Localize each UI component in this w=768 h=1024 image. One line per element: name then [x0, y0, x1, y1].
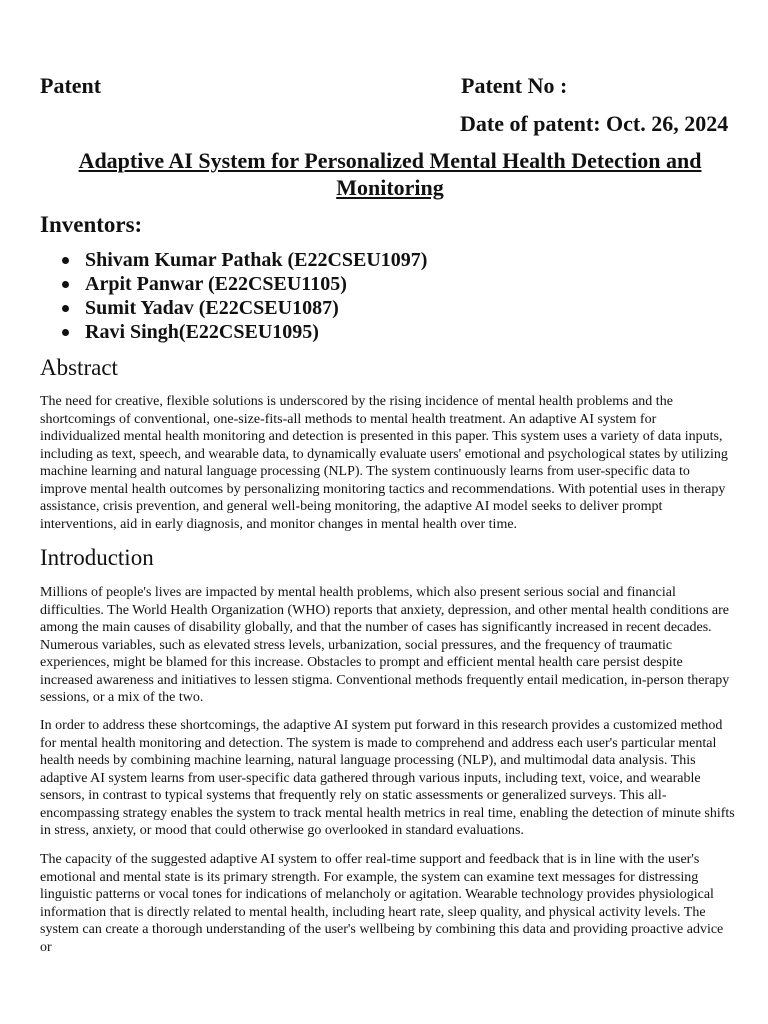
inventors-list — [40, 248, 427, 344]
introduction-paragraph-3: The capacity of the suggested adaptive AI system to offer real-time support and feedback that is in line with the user's emotional and mental state is its primary strength. For example, the system can examine text messages for distressing linguistic patterns or vocal tones for indications of melancholy or agitation. Wearable technology provides physiological information that is directly related to mental health, including heart rate, sleep quality, and physical activity levels. The system can create a thorough understanding of the user's wellbeing by combining this data and providing proactive advice or — [40, 852, 724, 955]
bullet-icon — [62, 329, 69, 336]
abstract-text: The need for creative, flexible solutions is underscored by the rising incidence of mental health problems and the shortcomings of conventional, one-size-fits-all methods to mental health treatment. An adaptive AI system for individualized mental health monitoring and detection is presented in this paper. This system uses a variety of data inputs, including as text, speech, and wearable data, to dynamically evaluate users' emotional and psychological states by utilizing machine learning and natural language processing (NLP). The system continuously learns from user-specific data to improve mental health outcomes by personalizing monitoring tactics and recommendations. With potential uses in therapy assistance, crisis prevention, and general well-being monitoring, the adaptive AI model seeks to deliver prompt interventions, aid in early diagnosis, and monitor changes in mental health over time. — [40, 394, 728, 532]
inventor-item — [40, 272, 427, 296]
inventor-item — [40, 320, 427, 344]
inventor-item — [40, 248, 427, 272]
introduction-paragraph-1: Millions of people's lives are impacted by mental health problems, which also present serious social and financial difficulties. The World Health Organization (WHO) reports that anxiety, depression, and other mental health conditions are among the main causes of disability globally, and that the number of cases has significantly increased in recent decades. Numerous variables, such as elevated stress levels, urbanization, social pressures, and the frequency of traumatic experiences, might be blamed for this increase. Obstacles to prompt and efficient mental health care persist despite increased awareness and initiatives to lessen stigma. Conventional methods frequently entail medication, in-person therapy sessions, or a mix of the two. — [40, 585, 730, 705]
inventors-heading: Inventors: — [40, 212, 143, 237]
date-of-patent: Date of patent: Oct. 26, 2024 — [460, 111, 729, 136]
abstract-heading: Abstract — [40, 355, 118, 380]
inventor-name: Ravi Singh(E22CSEU1095) — [85, 321, 319, 343]
bullet-icon — [62, 281, 69, 288]
patent-number-label: Patent No : — [461, 73, 568, 98]
introduction-heading: Introduction — [40, 545, 154, 570]
bullet-icon — [62, 257, 69, 264]
inventor-name: Arpit Panwar (E22CSEU1105) — [85, 273, 347, 295]
bullet-icon — [62, 305, 69, 312]
patent-label: Patent — [40, 73, 102, 98]
inventor-item — [40, 296, 427, 320]
document-title: Adaptive AI System for Personalized Mental Health Detection and Monitoring — [78, 148, 702, 200]
introduction-paragraph-2: In order to address these shortcomings, the adaptive AI system put forward in this research provides a customized method for mental health monitoring and detection. The system is made to comprehend and address each user's particular mental health needs by combining machine learning, natural language processing (NLP), and multimodal data analysis. This adaptive AI system learns from user-specific data gathered through various inputs, including text, voice, and wearable sensors, in contrast to typical systems that frequently rely on static assessments or generalized surveys. This all-encompassing strategy enables the system to track mental health metrics in real time, enabling the detection of minute shifts in stress, anxiety, or mood that could otherwise go overlooked in standard evaluations. — [40, 718, 735, 838]
inventor-name: Sumit Yadav (E22CSEU1087) — [85, 297, 339, 319]
inventor-name: Shivam Kumar Pathak (E22CSEU1097) — [85, 249, 428, 271]
